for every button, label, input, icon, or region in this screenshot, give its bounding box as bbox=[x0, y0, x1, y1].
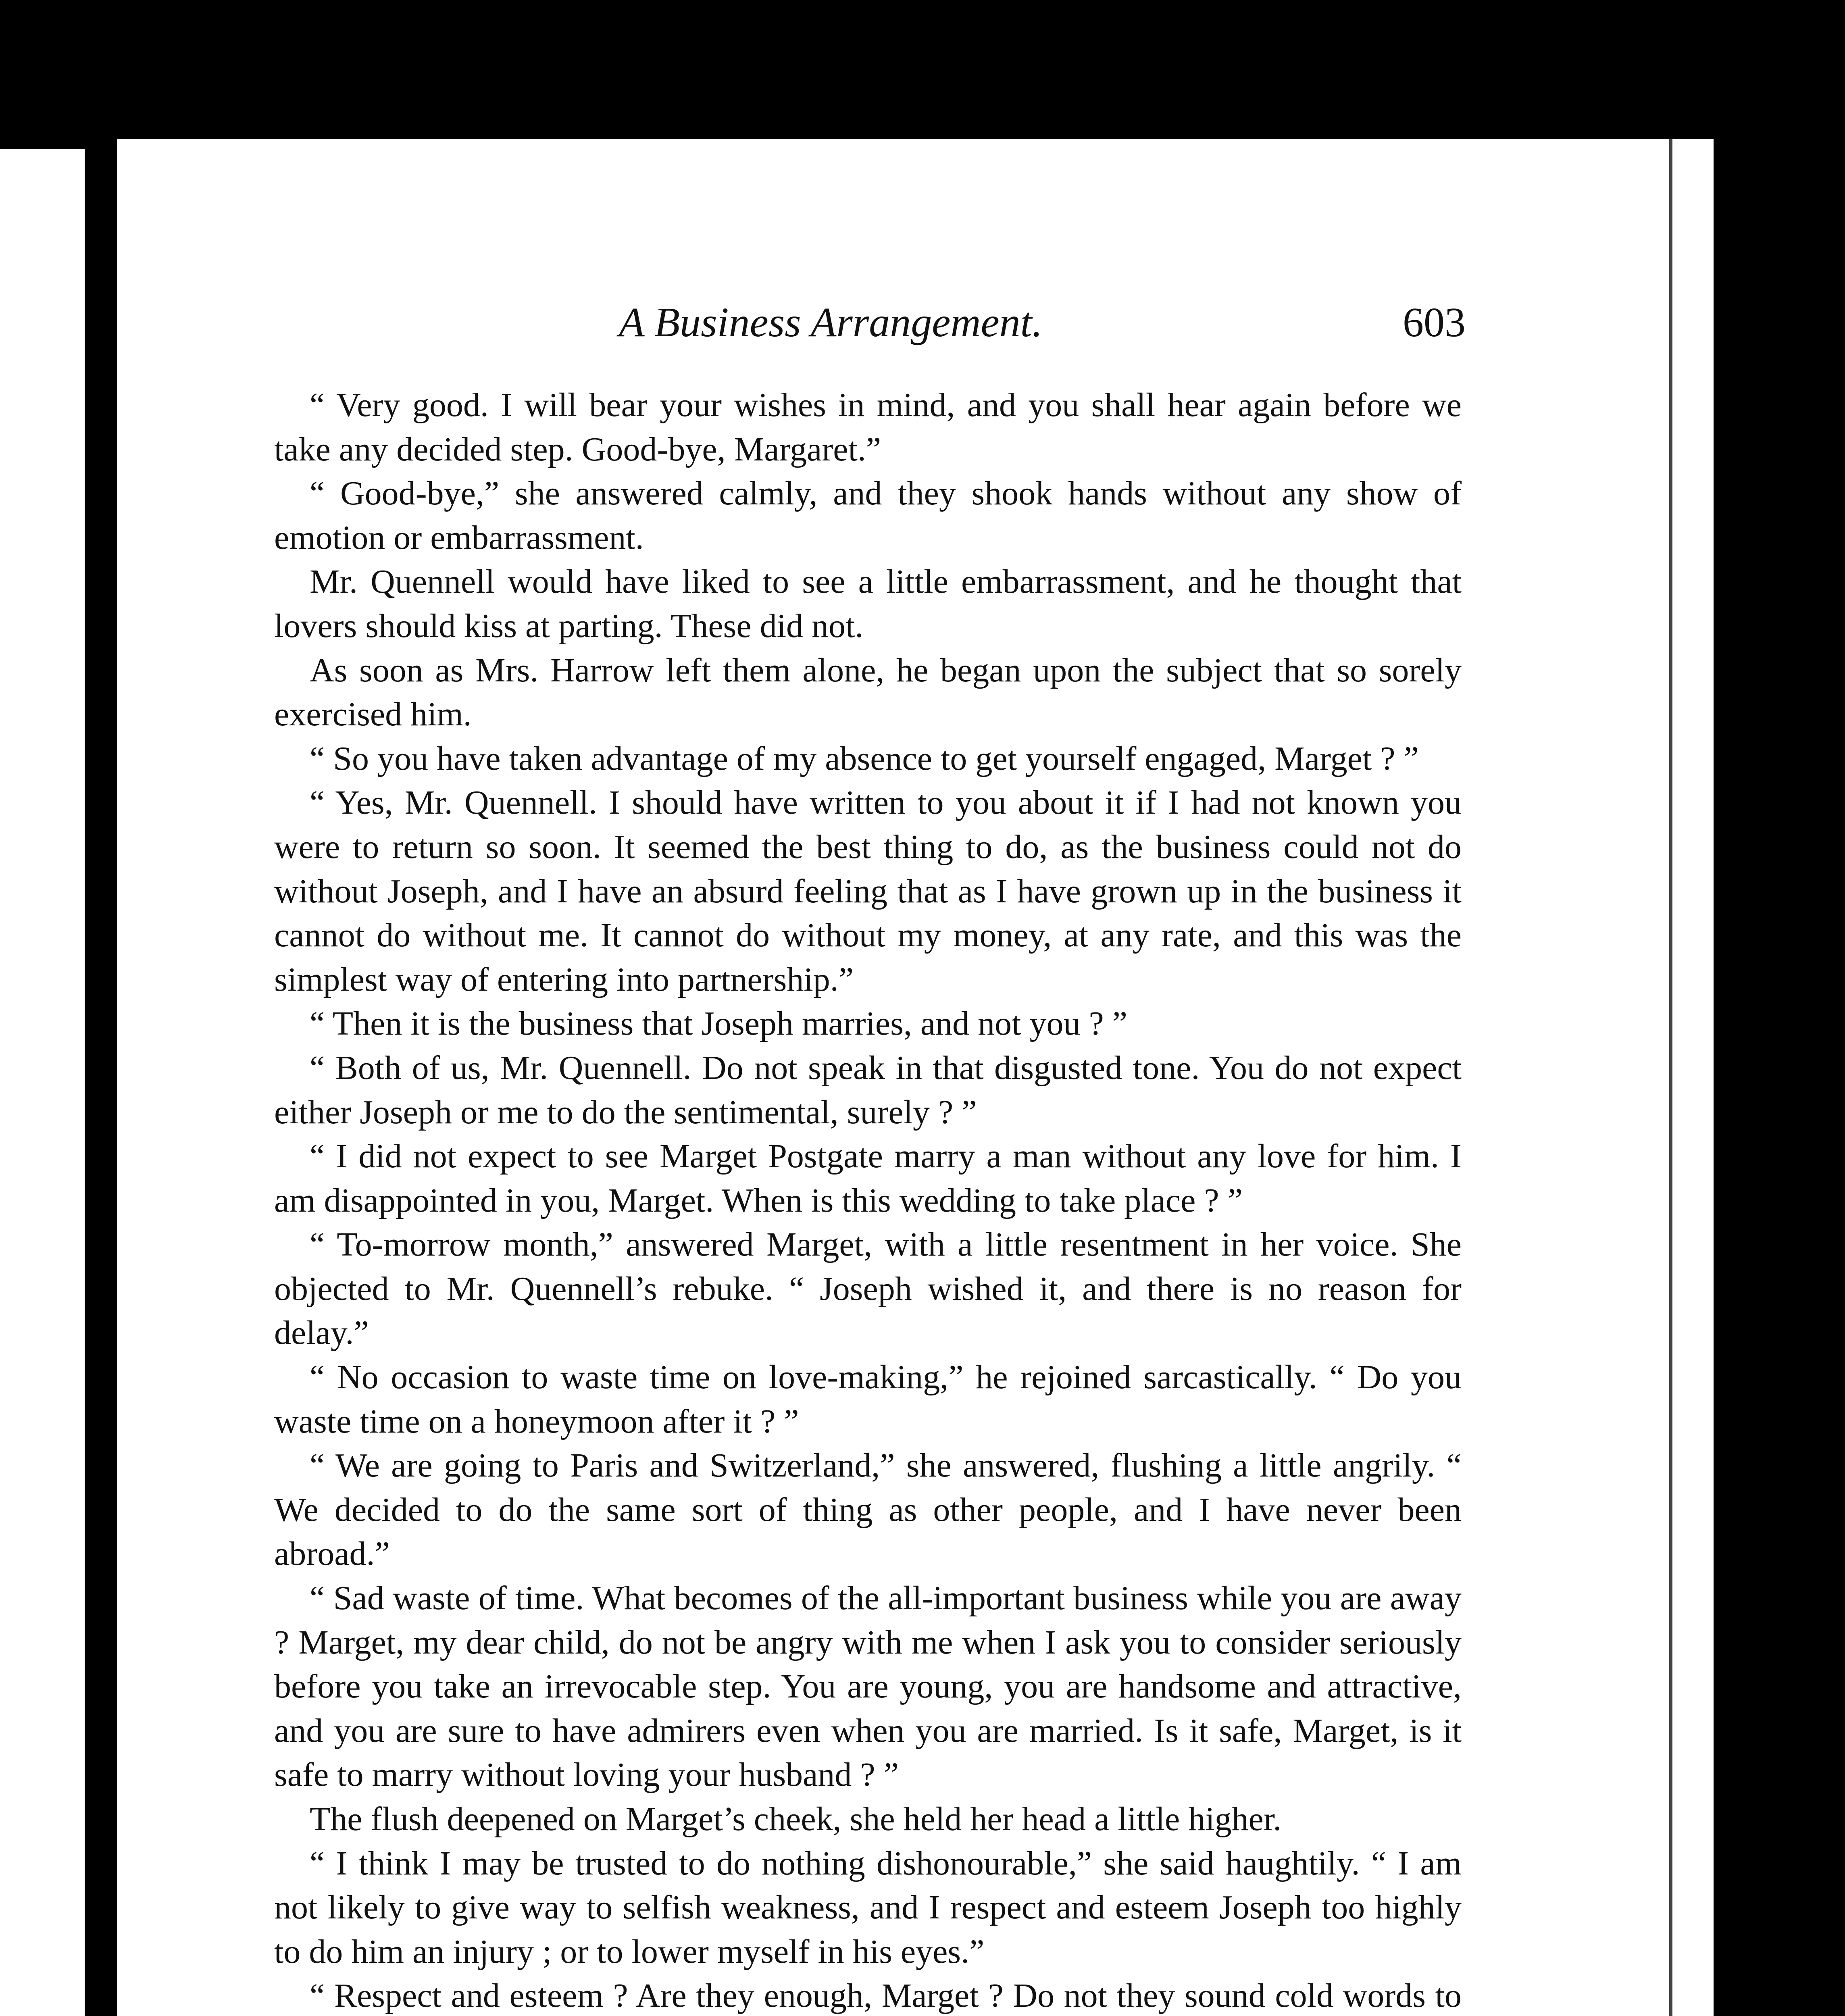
paragraph: The flush deepened on Marget’s cheek, she held her head a little higher. bbox=[310, 1800, 1282, 1838]
page-number: 603 bbox=[1403, 299, 1466, 346]
paragraph: “ Very good. I will bear your wishes in mind, and you shall hear again before we take any decided step. Good-bye, Margaret.” bbox=[274, 386, 1462, 468]
paragraph: As soon as Mrs. Harrow left them alone, he began upon the subject that so sorely exercised him. bbox=[274, 651, 1462, 733]
paragraph: “ To-morrow month,” answered Marget, with a little resentment in her voice. She objected to Mr. Quennell’s rebuke. “ Joseph wished it, and there is no reason for delay.” bbox=[274, 1226, 1462, 1352]
paragraph: “ I think I may be trusted to do nothing dishonourable,” she said haughtily. “ I am not likely to give way to selfish weakness, and I respect and esteem Joseph too highly to do him an injury ; or to lower myself in his eyes.” bbox=[274, 1844, 1462, 1970]
body-text bbox=[274, 383, 1462, 2016]
paragraph: “ No occasion to waste time on love-making,” he rejoined sarcastically. “ Do you waste time on a honeymoon after it ? ” bbox=[274, 1358, 1462, 1440]
paragraph: “ Sad waste of time. What becomes of the all-important business while you are away ? Marget, my dear child, do not be angry with me when I ask you to consider seriously before you take an irrevocable step. You are young, you are handsome and attractive, and you are sure to have admirers even when you are married. Is it safe, Marget, is it safe to marry without loving your husband ? ” bbox=[274, 1579, 1462, 1794]
paragraph: “ Then it is the business that Joseph marries, and not you ? ” bbox=[310, 1005, 1128, 1043]
paragraph: “ Yes, Mr. Quennell. I should have written to you about it if I had not known you were to return so soon. It seemed the best thing to do, as the business could not do without Joseph, and I have an absurd feeling that as I have grown up in the business it cannot do without me. It cannot do without my money, at any rate, and this was the simplest way of entering into partnership.” bbox=[274, 784, 1462, 998]
paragraph: “ We are going to Paris and Switzerland,” she answered, flushing a little angrily. “ We decided to do the same sort of thing as other people, and I have never been abroad.” bbox=[274, 1447, 1462, 1573]
paragraph: “ Good-bye,” she answered calmly, and they shook hands without any show of emotion or embarrassment. bbox=[274, 475, 1462, 556]
page-edge-shadow bbox=[1669, 139, 1672, 2016]
paragraph: “ Respect and esteem ? Are they enough, Marget ? Do not they sound cold words to bbox=[310, 1977, 1462, 2015]
facing-page-edge bbox=[0, 149, 85, 2016]
paragraph: “ I did not expect to see Marget Postgate marry a man without any love for him. I am disappointed in you, Marget. When is this wedding to take place ? ” bbox=[274, 1137, 1462, 1219]
paragraph: “ Both of us, Mr. Quennell. Do not speak in that disgusted tone. You do not expect either Joseph or me to do the sentimental, surely ? ” bbox=[274, 1049, 1462, 1131]
paragraph: Mr. Quennell would have liked to see a little embarrassment, and he thought that lovers should kiss at parting. These did not. bbox=[274, 563, 1462, 645]
paragraph: “ So you have taken advantage of my absence to get yourself engaged, Marget ? ” bbox=[310, 739, 1419, 777]
running-title: A Business Arrangement. bbox=[619, 299, 1043, 346]
